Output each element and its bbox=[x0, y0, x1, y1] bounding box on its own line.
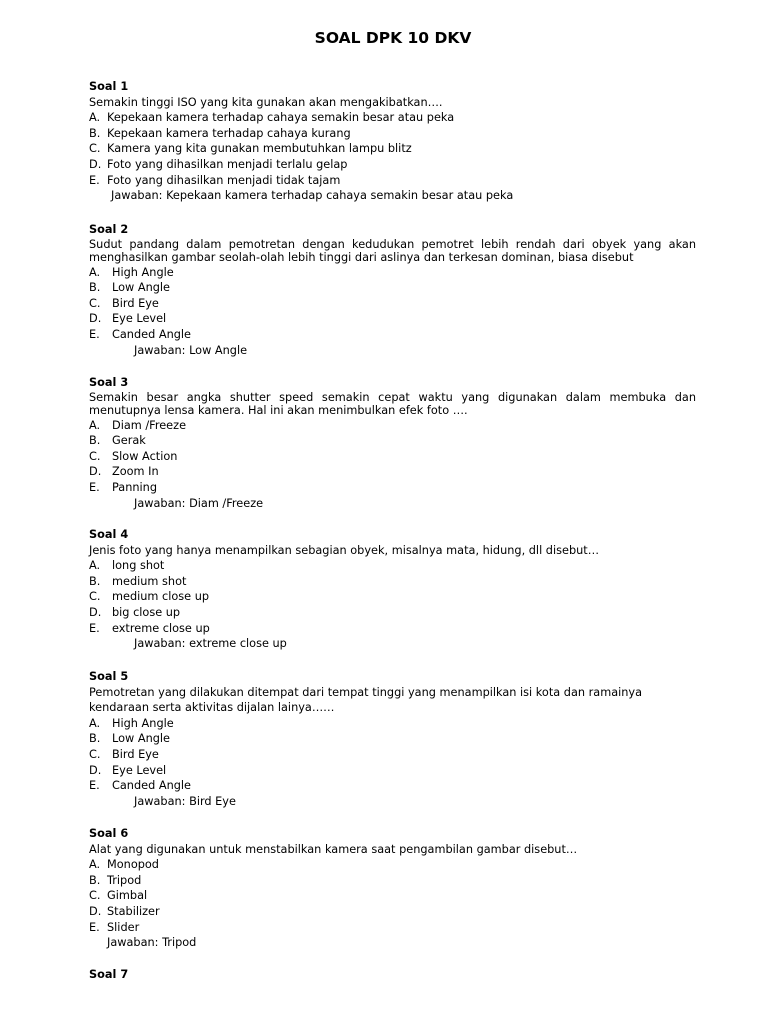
option-a bbox=[89, 418, 696, 434]
option-e bbox=[89, 621, 696, 637]
answer-line: Jawaban: Bird Eye bbox=[134, 794, 236, 808]
option-letter: C. bbox=[89, 747, 101, 761]
option-c bbox=[89, 449, 696, 465]
option-a bbox=[89, 857, 696, 873]
option-letter: B. bbox=[89, 126, 101, 140]
option-letter: B. bbox=[89, 281, 101, 295]
option-a bbox=[89, 716, 696, 732]
option-text: High Angle bbox=[112, 716, 174, 730]
option-text: big close up bbox=[112, 605, 181, 619]
option-e bbox=[89, 920, 696, 936]
question-text: Alat yang digunakan untuk menstabilkan kamera saat pengambilan gambar disebut… bbox=[89, 842, 578, 856]
option-text: medium shot bbox=[112, 574, 187, 588]
option-text: Kamera yang kita gunakan membutuhkan lampu blitz bbox=[107, 142, 412, 156]
option-letter: A. bbox=[89, 716, 101, 730]
option-text: Kepekaan kamera terhadap cahaya semakin besar atau peka bbox=[107, 111, 455, 125]
option-text: Canded Angle bbox=[112, 327, 192, 341]
option-letter: C. bbox=[89, 889, 101, 903]
question-block bbox=[89, 79, 696, 204]
option-text: Panning bbox=[112, 480, 158, 494]
option-d bbox=[89, 464, 696, 480]
question-heading: Soal 6 bbox=[89, 827, 129, 840]
option-letter: B. bbox=[89, 873, 101, 887]
option-text: Low Angle bbox=[112, 281, 170, 295]
option-a bbox=[89, 110, 696, 126]
question-block bbox=[89, 375, 696, 511]
question-heading: Soal 1 bbox=[89, 80, 129, 93]
option-letter: D. bbox=[89, 763, 102, 777]
option-letter: B. bbox=[89, 434, 101, 448]
option-d bbox=[89, 904, 696, 920]
option-e bbox=[89, 480, 696, 496]
question-text: Pemotretan yang dilakukan ditempat dari tempat tinggi yang menampilkan isi kota dan ramainya kendaraan serta aktivitas dijalan lainya…… bbox=[89, 685, 643, 715]
option-c bbox=[89, 888, 696, 904]
option-c bbox=[89, 141, 696, 157]
question-heading: Soal 5 bbox=[89, 670, 129, 683]
option-letter: D. bbox=[89, 157, 102, 171]
question-text: Jenis foto yang hanya menampilkan sebagian obyek, misalnya mata, hidung, dll disebut… bbox=[89, 543, 600, 557]
option-letter: A. bbox=[89, 418, 101, 432]
option-e bbox=[89, 327, 696, 343]
option-text: Foto yang dihasilkan menjadi tidak tajam bbox=[107, 173, 341, 187]
option-text: Stabilizer bbox=[107, 904, 160, 918]
question-block bbox=[89, 669, 696, 809]
answer-line: Jawaban: Kepekaan kamera terhadap cahaya semakin besar atau peka bbox=[111, 189, 514, 203]
question-block bbox=[89, 826, 696, 951]
option-d bbox=[89, 311, 696, 327]
option-letter: A. bbox=[89, 559, 101, 573]
option-text: Kepekaan kamera terhadap cahaya kurang bbox=[107, 126, 351, 140]
option-letter: A. bbox=[89, 858, 101, 872]
option-letter: B. bbox=[89, 574, 101, 588]
answer-line: Jawaban: Low Angle bbox=[134, 343, 248, 357]
question-heading: Soal 7 bbox=[89, 968, 129, 981]
answer-line: Jawaban: Tripod bbox=[107, 936, 197, 950]
option-letter: E. bbox=[89, 327, 100, 341]
option-text: Diam /Freeze bbox=[112, 418, 187, 432]
option-letter: E. bbox=[89, 173, 100, 187]
option-text: Gimbal bbox=[107, 889, 148, 903]
option-text: Monopod bbox=[107, 858, 159, 872]
option-text: Tripod bbox=[107, 873, 142, 887]
option-b bbox=[89, 433, 696, 449]
option-letter: A. bbox=[89, 265, 101, 279]
question-text: Semakin tinggi ISO yang kita gunakan akan mengakibatkan…. bbox=[89, 95, 443, 109]
question-text: Semakin besar angka shutter speed semakin cepat waktu yang digunakan dalam membuka dan menutupnya lensa kamera. Hal ini akan menimbulkan efek foto …. bbox=[89, 390, 696, 418]
option-letter: C. bbox=[89, 590, 101, 604]
option-letter: C. bbox=[89, 142, 101, 156]
option-letter: C. bbox=[89, 449, 101, 463]
option-text: extreme close up bbox=[112, 621, 210, 635]
document-title: SOAL DPK 10 DKV bbox=[314, 29, 472, 47]
option-text: Foto yang dihasilkan menjadi terlalu gelap bbox=[107, 157, 348, 171]
option-letter: E. bbox=[89, 779, 100, 793]
option-text: long shot bbox=[112, 559, 165, 573]
question-text: Sudut pandang dalam pemotretan dengan kedudukan pemotret lebih rendah dari obyek yang akan menghasilkan gambar seolah-olah lebih tinggi dari aslinya dan terkesan dominan, biasa disebut bbox=[89, 237, 696, 265]
option-text: High Angle bbox=[112, 265, 174, 279]
question-heading: Soal 3 bbox=[89, 376, 129, 389]
answer-line: Jawaban: extreme close up bbox=[134, 637, 287, 651]
option-d bbox=[89, 157, 696, 173]
question-heading: Soal 2 bbox=[89, 223, 129, 236]
option-text: Slider bbox=[107, 920, 140, 934]
option-a bbox=[89, 265, 696, 281]
answer-line: Jawaban: Diam /Freeze bbox=[134, 496, 264, 510]
option-b bbox=[89, 126, 696, 142]
option-text: Zoom In bbox=[112, 465, 159, 479]
option-b bbox=[89, 280, 696, 296]
option-text: Eye Level bbox=[112, 312, 167, 326]
option-d bbox=[89, 763, 696, 779]
option-text: Bird Eye bbox=[112, 747, 159, 761]
question-block bbox=[89, 967, 696, 983]
question-heading: Soal 4 bbox=[89, 528, 129, 541]
option-letter: D. bbox=[89, 904, 102, 918]
option-e bbox=[89, 173, 696, 189]
option-letter: D. bbox=[89, 465, 102, 479]
question-block bbox=[89, 222, 696, 358]
option-text: Eye Level bbox=[112, 763, 167, 777]
option-letter: C. bbox=[89, 296, 101, 310]
option-b bbox=[89, 574, 696, 590]
option-text: Canded Angle bbox=[112, 779, 192, 793]
option-letter: E. bbox=[89, 621, 100, 635]
option-c bbox=[89, 589, 696, 605]
option-letter: E. bbox=[89, 920, 100, 934]
option-letter: D. bbox=[89, 312, 102, 326]
question-block bbox=[89, 527, 696, 652]
option-text: Slow Action bbox=[112, 449, 178, 463]
option-letter: A. bbox=[89, 111, 101, 125]
option-c bbox=[89, 296, 696, 312]
option-text: Low Angle bbox=[112, 732, 170, 746]
option-text: medium close up bbox=[112, 590, 210, 604]
option-a bbox=[89, 558, 696, 574]
option-d bbox=[89, 605, 696, 621]
option-letter: D. bbox=[89, 605, 102, 619]
option-text: Bird Eye bbox=[112, 296, 159, 310]
option-text: Gerak bbox=[112, 434, 146, 448]
option-letter: B. bbox=[89, 732, 101, 746]
option-b bbox=[89, 731, 696, 747]
option-e bbox=[89, 778, 696, 794]
option-letter: E. bbox=[89, 480, 100, 494]
option-c bbox=[89, 747, 696, 763]
option-b bbox=[89, 873, 696, 889]
